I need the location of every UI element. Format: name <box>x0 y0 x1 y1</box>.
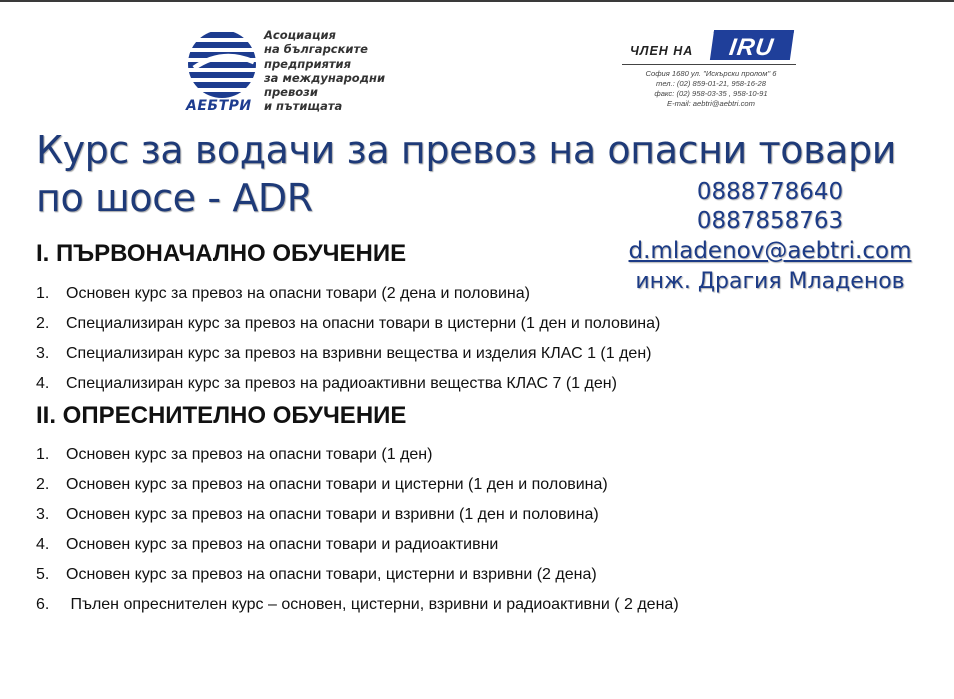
association-name-line: и пътищата <box>264 99 343 114</box>
section-heading-refresher-training: II. ОПРЕСНИТЕЛНО ОБУЧЕНИЕ <box>36 402 407 429</box>
item-text: Основен курс за превоз на опасни товари и цистерни (1 ден и половина) <box>66 476 608 493</box>
item-number: 1. <box>36 285 50 302</box>
list-item <box>36 339 660 369</box>
iru-contact-line: E-mail: aebtri@aebtri.com <box>667 99 755 108</box>
phone-number[interactable]: 0887858763 <box>696 208 844 234</box>
list-item <box>36 309 660 339</box>
course-list-initial <box>36 279 660 399</box>
item-number: 2. <box>36 476 50 493</box>
iru-contact-line: тел.: (02) 859-01-21, 958-16-28 <box>656 79 766 88</box>
course-list-refresher <box>36 440 679 620</box>
list-item <box>36 440 679 470</box>
association-name-line: превози <box>264 85 318 100</box>
association-name-line: на българските <box>264 42 368 57</box>
association-name-line: Асоциация <box>264 28 336 42</box>
item-number: 3. <box>36 345 50 362</box>
item-number: 6. <box>36 596 50 613</box>
item-number: 1. <box>36 446 50 463</box>
item-number: 3. <box>36 506 50 523</box>
top-border-line <box>0 0 954 2</box>
association-abbreviation: АЕБТРИ <box>186 98 252 114</box>
item-text: Основен курс за превоз на опасни товари и взривни (1 ден и половина) <box>66 506 599 523</box>
item-text: Специализиран курс за превоз на радиоактивни вещества КЛАС 7 (1 ден) <box>66 375 617 392</box>
contact-person: инж. Драгия Младенов <box>635 269 905 294</box>
association-logo <box>186 26 426 118</box>
item-text: Специализиран курс за превоз на опасни товари в цистерни (1 ден и половина) <box>66 315 661 332</box>
iru-contact-line: факс: (02) 958-03-35 , 958-10-91 <box>654 89 768 98</box>
item-number: 5. <box>36 566 50 583</box>
globe-stripes-icon <box>186 28 258 100</box>
item-text: Основен курс за превоз на опасни товари и радиоактивни <box>66 536 499 553</box>
list-item <box>36 500 679 530</box>
association-name <box>264 28 385 114</box>
association-name-line: за международни <box>264 70 386 85</box>
list-item <box>36 590 679 620</box>
item-text: Специализиран курс за превоз на взривни вещества и изделия КЛАС 1 (1 ден) <box>66 345 652 362</box>
iru-contact-line: София 1680 ул. "Искърски пролом" 6 <box>645 69 777 78</box>
section-heading-initial-training: I. ПЪРВОНАЧАЛНО ОБУЧЕНИЕ <box>36 240 407 267</box>
list-item <box>36 560 679 590</box>
item-text: Основен курс за превоз на опасни товари, цистерни и взривни (2 дена) <box>66 566 597 583</box>
iru-divider <box>622 64 796 65</box>
list-item <box>36 530 679 560</box>
item-text: Основен курс за превоз на опасни товари (1 ден) <box>66 446 433 463</box>
iru-logo: IRU <box>710 30 794 60</box>
iru-member-block <box>614 30 800 120</box>
list-item <box>36 279 660 309</box>
list-item <box>36 369 660 399</box>
item-number: 2. <box>36 315 50 332</box>
title-line-1: Курс за водачи за превоз на опасни товари <box>36 128 896 172</box>
title-line-2: по шосе - ADR <box>36 176 313 220</box>
item-text: Пълен опреснителен курс – основен, цистерни, взривни и радиоактивни ( 2 дена) <box>66 596 679 613</box>
iru-contact-info <box>626 69 796 109</box>
item-number: 4. <box>36 375 50 392</box>
item-number: 4. <box>36 536 50 553</box>
association-name-line: предприятия <box>264 56 351 71</box>
iru-member-label: ЧЛЕН НА <box>630 44 694 58</box>
list-item <box>36 470 679 500</box>
email-link[interactable]: d.mladenov@aebtri.com <box>628 238 912 264</box>
phone-number[interactable]: 0888778640 <box>696 179 844 205</box>
item-text: Основен курс за превоз на опасни товари (2 дена и половина) <box>66 285 530 302</box>
